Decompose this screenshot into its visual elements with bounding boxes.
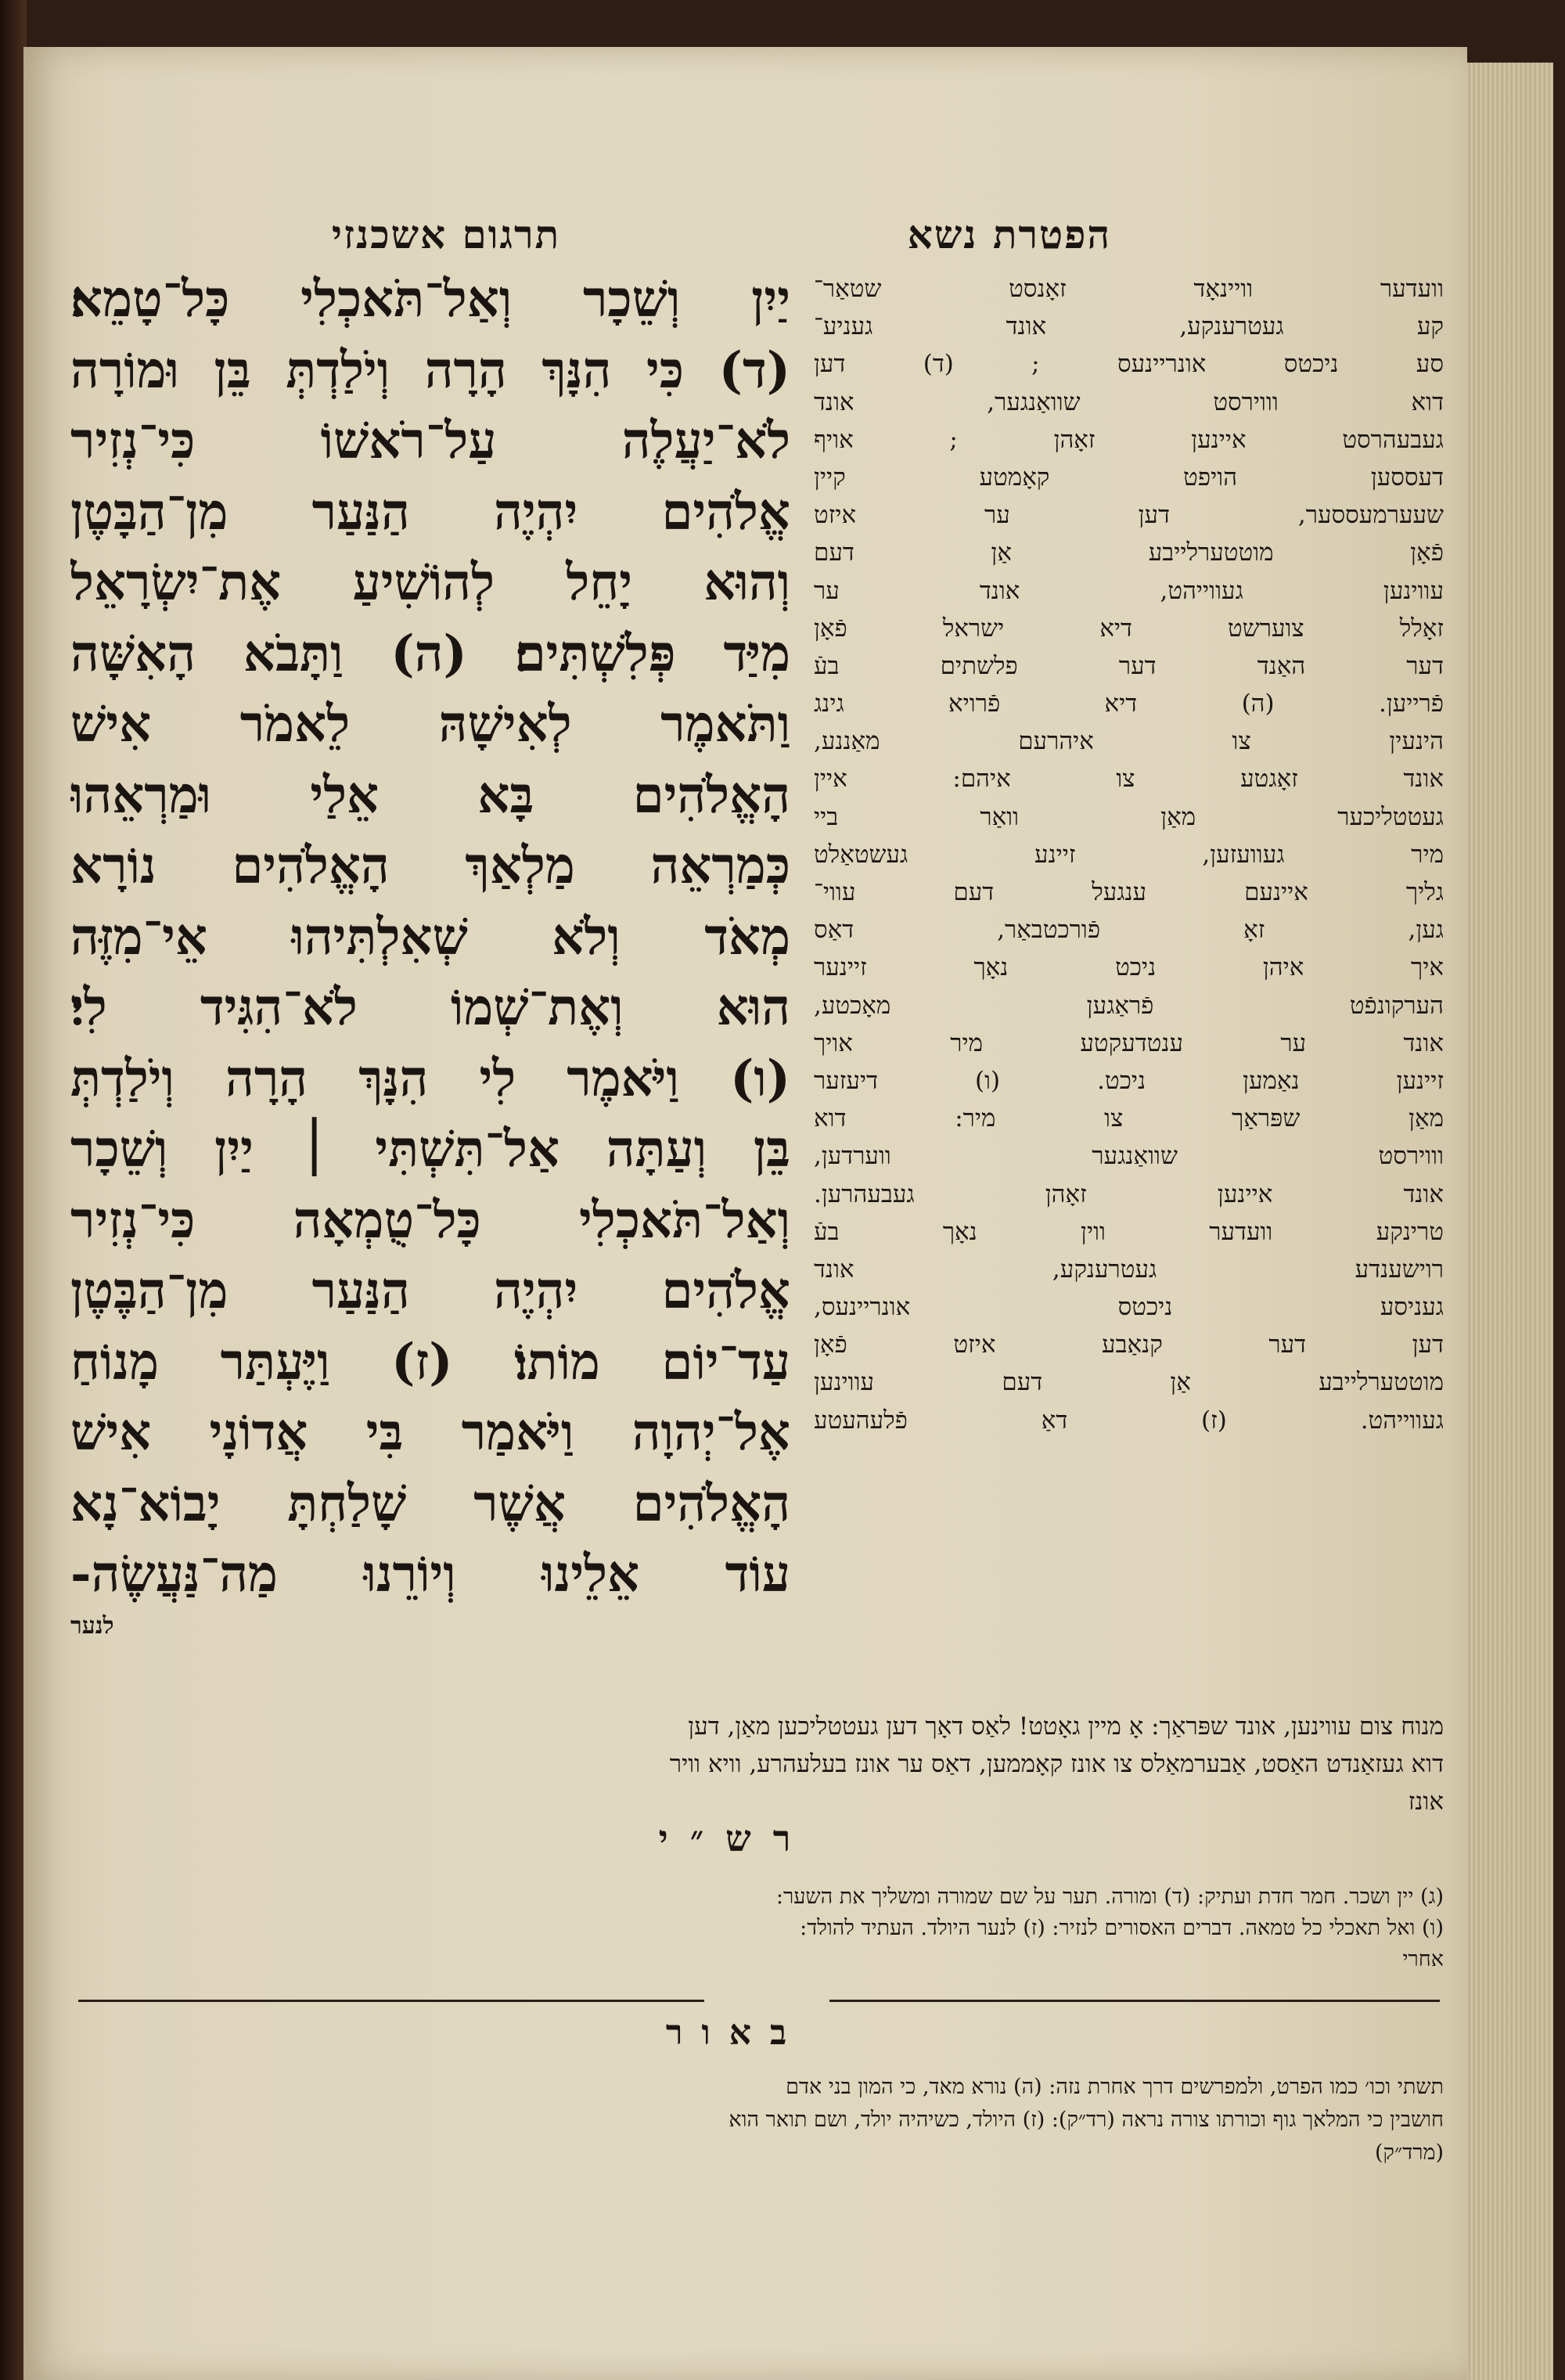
main-text-line: יַיִן וְשֵׁכָר וְאַל־תֹּאכְלִי כָּל־טָמֵא׃ <box>70 270 790 329</box>
targum-line: וועדער וויינאָד זאָנסט שטאַר־ <box>814 275 1444 303</box>
rashi-heading: רש״י <box>658 1817 813 1860</box>
divider-rule <box>78 2000 704 2002</box>
continuation-line: מנוח צום עווינען, אונד שפּראַך: אָ מיין גאָטט! לאַס דאָך דען געטטליכען מאַן, דען <box>688 1712 1444 1741</box>
rashi-line: (ו) ואל תאכלי כל טמאה. דברים האסורים לנזיר: (ז) לנער היולד. העתיד להולד: <box>800 1916 1444 1940</box>
biur-heading: באור <box>665 2013 806 2053</box>
targum-line: רוישענדע געטרענקע, אונד <box>814 1255 1444 1284</box>
targum-line: אונד ער ענטדעקטע מיר אויך <box>814 1028 1444 1057</box>
targum-line: דעססען הויפט קאָמטע קיין <box>814 463 1444 491</box>
targum-line: טרינקע וועדער ווין נאָך בעֿ <box>814 1217 1444 1246</box>
targum-line: גען, זאָ פֿורכטבאַר, דאַס <box>814 916 1444 945</box>
targum-line: מאַן שפּראַך צו מיר: דוא <box>814 1104 1444 1133</box>
main-text-line: אֶל־יְהוָה וַיֹּאמַר בִּי אֲדוֹנָי אִישׁ <box>70 1403 790 1462</box>
targum-line: גליך איינעם ענגעל דעם עווי־ <box>814 878 1444 906</box>
continuation-line: דוא געזאַנדט האַסט, אַבערמאַלס צו אונז קאָממען, דאַס ער אונז בעלעהרע, וויא וויר <box>669 1750 1444 1778</box>
main-text-line: הוּא וְאֶת־שְׁמוֹ לֹא־הִגִּיד לִי׃ <box>70 978 790 1037</box>
main-text-line: וְאַל־תֹּאכְלִי כָּל־טֻמְאָה כִּי־נְזִיר <box>70 1190 790 1250</box>
targum-line: מיר געוועזען, זיינע געשטאַלט <box>814 840 1444 869</box>
targum-line: איך איהן ניכט נאָך זיינער <box>814 953 1444 982</box>
targum-line: הערקונפֿט פֿראַגען מאָכטע, <box>814 991 1444 1020</box>
targum-line: אונד זאָגטע צו איהם: איין <box>814 765 1444 794</box>
targum-column <box>814 270 1444 1439</box>
targum-line: דוא וווירסט שוואַנגער, אונד <box>814 387 1444 416</box>
biur-line: חושבין כי המלאך גוף וכורתו צורה נראה (רד״ק): (ז) היולד, כשיהיה יולד, ושם תואר הוא <box>729 2108 1444 2132</box>
targum-line: זיינען נאַמען ניכט. (ו) דיעזער <box>814 1066 1444 1095</box>
main-text-line: (ד) כִּי הִנָּךְ הָרָה וְיֹלַדְתְּ בֵּן וּמוֹרָה <box>70 340 790 400</box>
main-text-line: מְאֹד וְלֹא שְׁאִלְתִּיהוּ אֵי־מִזֶּה <box>70 907 790 967</box>
targum-line: געטטליכער מאַן וואַר ביי <box>814 802 1444 831</box>
targum-line: דער האַנד דער פלשתים בעֿ <box>814 651 1444 680</box>
main-text-line: (ו) וַיֹּאמֶר לִי הִנָּךְ הָרָה וְיֹלַדְתְּ <box>70 1049 790 1108</box>
main-text-line: לֹא־יַעֲלֶה עַל־רֹאשׁוֹ כִּי־נְזִיר <box>70 412 790 470</box>
main-text-line: וַתֹּאמֶר לְאִישָׁהּ לֵאמֹר אִישׁ <box>70 695 790 754</box>
book-spine <box>0 0 27 2380</box>
targum-line: מוטטערלייבע אַן דעם עווינען <box>814 1368 1444 1397</box>
targum-line: הינעין צו איהרעם מאַננע, <box>814 727 1444 756</box>
targum-line: פֿרייען. (ה) דיא פֿרויא גינג <box>814 690 1444 718</box>
main-text-line: אֱלֹהִים יִהְיֶה הַנַּעַר מִן־הַבָּטֶן <box>70 482 790 542</box>
targum-line: אונד איינען זאָהן געבעהרען. <box>814 1179 1444 1208</box>
main-text-line: וְהוּא יָחֵל לְהוֹשִׁיעַ אֶת־יִשְׂרָאֵל <box>70 553 790 612</box>
main-text-line: מִיַּד פְּלִשְׁתִּים׃ (ה) וַתָּבֹא הָאִשָּׁה <box>70 624 790 683</box>
haftarah-heading: הפטרת נשא <box>907 211 1112 257</box>
biur-line: תשתי וכו׳ כמו הפרט, ולמפרשים דרך אחרת נזה: (ה) נורא מאד, כי המון בני אדם <box>786 2075 1444 2099</box>
targum-line: שעערמעססער, דען ער איזט <box>814 501 1444 530</box>
targum-line: דען דער קנאַבע איזט פֿאָן <box>814 1330 1444 1359</box>
main-text-line: הָאֱלֹהִים בָּא אֵלַי וּמַרְאֵהוּ <box>70 765 790 825</box>
targum-line: עווינען געווייהט, אונד ער <box>814 576 1444 605</box>
targum-heading: תרגום אשכנזי <box>331 211 561 257</box>
main-text-line: עוֹד אֵלֵינוּ וְיוֹרֵנוּ מַה־נַּעֲשֶׂה- <box>70 1545 790 1604</box>
biur-source: (מרד״ק) <box>1374 2141 1444 2165</box>
targum-line: געבעהרסט איינען זאָהן ; אויף <box>814 425 1444 454</box>
targum-line: געניסע ניכטס אונריינעס, <box>814 1293 1444 1322</box>
targum-line: וווירסט שוואַנגער ווערדען, <box>814 1142 1444 1171</box>
rashi-catchword: אחרי <box>1402 1947 1444 1971</box>
rashi-line: (ג) יין ושכר. חמר חדת ועתיק: (ד) ומורה. תער על שם שמורה ומשליך את השער: <box>775 1885 1444 1909</box>
catchword: לנער <box>70 1611 114 1640</box>
page-edges <box>1467 63 1553 2380</box>
targum-continuation <box>67 1708 1444 1820</box>
divider-rule <box>829 2000 1440 2002</box>
main-text-line: כְּמַרְאֵה מַלְאַךְ הָאֱלֹהִים נוֹרָא <box>70 837 790 895</box>
main-text-line: הָאֱלֹהִים אֲשֶׁר שָׁלַחְתָּ יָבוֹא־נָא <box>70 1474 790 1533</box>
main-text-line: בֵּן וְעַתָּה אַל־תִּשְׁתִּי ׀ יַיִן וְשֵׁכָר <box>70 1120 790 1179</box>
hebrew-main-text <box>70 265 790 1642</box>
biur-commentary <box>67 2071 1444 2169</box>
continuation-catchword: אונז <box>1408 1788 1444 1816</box>
rashi-commentary <box>67 1881 1444 1975</box>
targum-line: קע געטרענקע, אונד געניע־ <box>814 312 1444 341</box>
targum-line: זאָלל צוערשט דיא ישראל פֿאָן <box>814 614 1444 643</box>
targum-line: סע ניכטס אונריינעס ; (ד) דען <box>814 350 1444 379</box>
main-text-line: עַד־יוֹם מוֹתוֹ׃ (ז) וַיֶּעְתַּר מָנוֹחַ <box>70 1332 790 1392</box>
main-text-line: אֱלֹהִים יִהְיֶה הַנַּעַר מִן־הַבֶּטֶן <box>70 1262 790 1320</box>
targum-line: פֿאָן מוטטערלייבע אַן דעם <box>814 538 1444 567</box>
targum-line: געווייהט. (ז) דאַ פֿלעהעטע <box>814 1406 1444 1435</box>
